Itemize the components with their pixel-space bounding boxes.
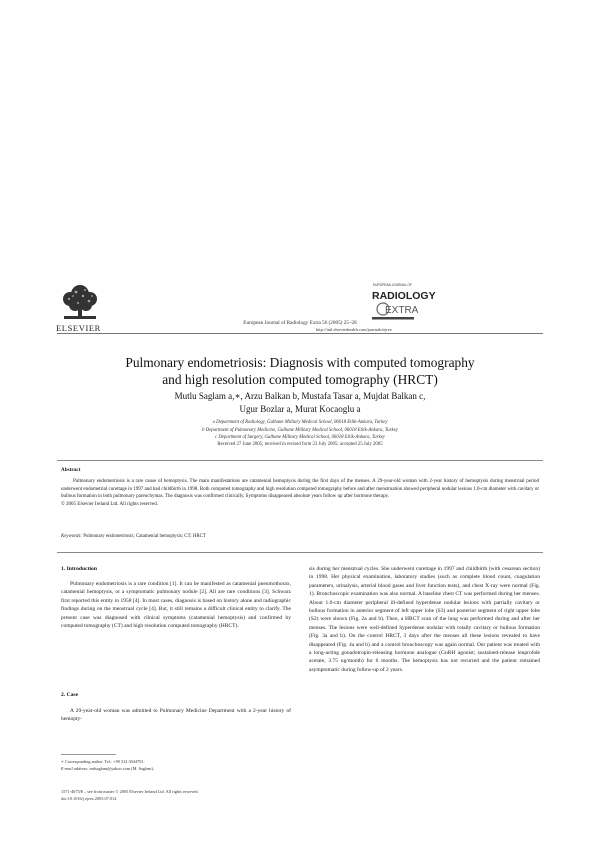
abstract-body [61,478,539,508]
abstract-bottom-divider [57,552,543,553]
article-title [0,354,600,388]
publisher-name: ELSEVIER [56,323,101,333]
corresponding-author-note: ∗ Corresponding author. Tel.: +90 312 3044701. [61,759,145,764]
received-dates: Received 27 June 2005; received in revised form 23 July 2005; accepted 25 July 2005 [217,442,383,447]
abstract-heading: Abstract [61,467,81,473]
cover-line1: EUROPEAN JOURNAL OF [373,283,412,287]
introduction-text [61,580,291,630]
title-line-1: Pulmonary endometriosis: Diagnosis with computed tomography [125,355,475,370]
doi-link[interactable]: doi:10.1016/j.ejrex.2005.07.014 [61,795,117,801]
footnote-divider [61,754,116,755]
affiliation-b: b Department of Pulmonary Medicine, Gulhane Military Medical School, 06018 Etlik-Ankara, Turkey [202,427,398,433]
case-paragraph-continued: sis during her menstrual cycles. She underwent curettage in 1997 and childbirth (with cesarean section) in 1998. Her physical examination, laboratory studies (such as complete blood count, coagulation parameters, urinalysis, arterial blood gases and liver function tests), and chest X-ray were normal (Fig. 1). Bronchoscopic examination was also normal. A baseline chest CT was performed during her menses. About 1.0-cm diameter peripheral ill-defined hyperdense nodular lesions with partially cavitary or bullous formation in anterior segment of left upper lobe (S3) and posterior segment of right upper lobe (S2) were shown (Fig. 2a and b). Then, a HRCT scan of the lung was performed during and after her menses. The lesions were well-defined hyperdense nodular with totally cavitary or bullous formation (Fig. 3a and b). On the control HRCT, 3 days after the menses all these lesions revealed to have disappeared (Fig. 4a and b) and a control bronchoscopy was again normal. Our patient was treated with a long-acting gonadotropin-releasing hormone analogue (GnRH agonist; sustained-release leuprolide acetate, 3.75 ng/month) for 6 months. The hemoptysis has not recurred and the patient remained asymptomatic during follow-up of 2 years. [309,566,540,673]
journal-citation: European Journal of Radiology Extra 56 (2005) 25–28 [243,320,357,326]
abstract-text: Pulmonary endometriosis is a rare cause of hemoptysis. The main manifestations are catamenial hemoptysis during the first days of the menses. A 29-year-old woman with 2-year history of hemoptysis during menstrual period underwent endometrial curettage in 1997 and had childbirth in 1998. Both computed tomography and high resolution computed tomography before and after menstruation showed peripheral nodular lesions 1.0-cm diameter with cavitary or bullous formation in both pulmonary parenchymas. The diagnosis was confirmed clinically. Symptoms disappeared absolute years follow up after hormone therapy. [61,479,539,500]
keywords-label: Keywords: [61,534,83,539]
email-note [61,766,154,773]
abstract-copyright: © 2005 Elsevier Ireland Ltd. All rights reserved. [61,501,158,507]
keywords-list: Pulmonary endometriosis; Catamenial hemoptysis; CT; HRCT [83,534,206,539]
abstract-top-divider [57,460,543,461]
keywords [61,534,206,539]
case-text-left [61,707,291,724]
elsevier-tree-logo [58,283,102,323]
section-heading-introduction: 1. Introduction [61,566,97,572]
email-label: E-mail address: [61,765,89,771]
header-divider [57,333,543,334]
cover-line2: RADIOLOGY [372,290,436,302]
affiliation-a: a Department of Radiology, Gulhane Military Medical School, 06018 Etlik-Ankara, Turkey [212,420,388,425]
footnotes [61,759,154,773]
title-line-2: and high resolution computed tomography (HRCT) [162,372,438,387]
authors-line-2: Ugur Bozlar a, Murat Kocaoglu a [239,404,361,414]
issn-line: 1571-4675/$ – see front matter © 2005 Elsevier Ireland Ltd. All rights reserved. [61,789,199,794]
introduction-paragraph: Pulmonary endometriosis is a rare condition [1]. It can be manifested as catamenial pneumothorax, catamenial hemoptysis, or a symptomatic pulmonary nodule [2]. All are rare conditions [3]. Schwarz first reported this entity in 1958 [4]. In most cases, diagnosis is based on history alone and radiographic findings during on the menstrual cycle [4]. But, it still remains a difficult clinical entity to clarify. The present case was diagnosed with clinical symptoms (catamenial hemoptysis) and confirmed by computed tomography (CT) and high resolution computed tomography (HRCT). [61,581,291,630]
section-heading-case: 2. Case [61,692,79,698]
affiliations [0,419,600,442]
case-paragraph-start: A 29-year-old woman was admitted to Pulmonary Medicine Department with a 2-year history of hemopty- [61,708,291,723]
affiliation-c: c Department of Surgery, Gulhane Military Medical School, 06018 Etlik-Ankara, Turkey [215,435,385,440]
author-list [0,390,600,416]
email-address-link[interactable]: mdsaglam@yahoo.com (M. Saglam). [89,765,154,771]
authors-line-1: Mutlu Saglam a,∗, Arzu Balkan b, Mustafa Tasar a, Mujdat Balkan c, [174,391,426,401]
cover-line3: EXTRA [385,305,419,316]
journal-url-link[interactable]: http://intl.elsevierhealth.com/journals/ejrex [316,327,392,332]
case-text-right [309,565,540,674]
issn-doi [61,789,199,803]
journal-cover-logo [372,280,436,324]
